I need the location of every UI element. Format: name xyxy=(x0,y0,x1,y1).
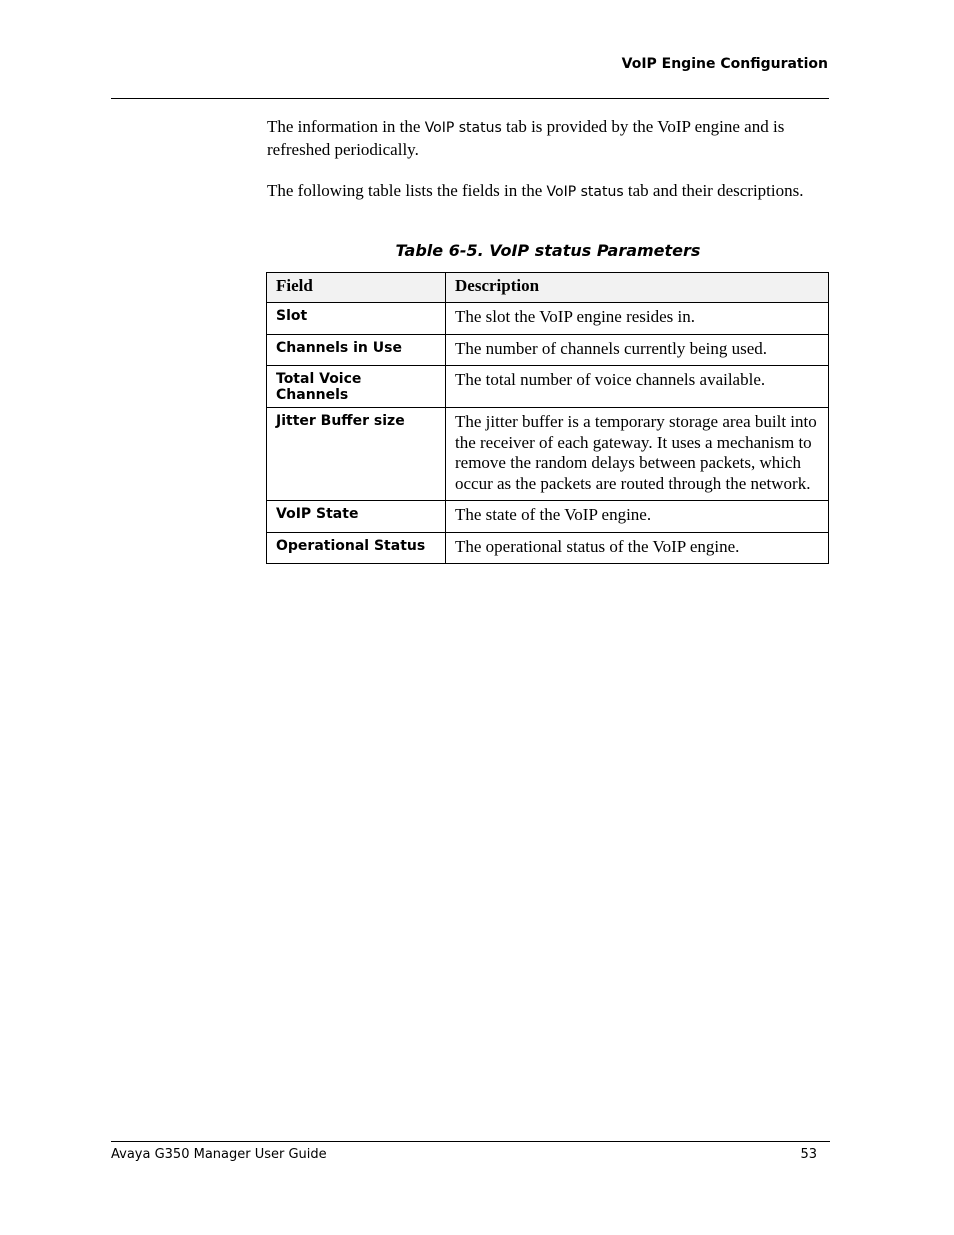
header-divider xyxy=(111,98,829,99)
table-row xyxy=(267,408,829,501)
field-name: Jitter Buffer size xyxy=(267,408,446,501)
field-name: VoIP State xyxy=(267,501,446,533)
field-description: The operational status of the VoIP engine. xyxy=(446,532,829,564)
intro-text-after: tab is provided by the VoIP engine and is refreshed periodically. xyxy=(267,117,785,159)
table-row xyxy=(267,501,829,533)
footer-document-title: Avaya G350 Manager User Guide xyxy=(111,1147,327,1162)
page-number: 53 xyxy=(800,1147,817,1162)
table-intro-text-after: tab and their descriptions. xyxy=(623,181,804,200)
table-row xyxy=(267,366,829,408)
voip-status-term: VoIP status xyxy=(424,120,502,136)
field-description: The number of channels currently being used. xyxy=(446,334,829,366)
field-name: Total Voice Channels xyxy=(267,366,446,408)
field-description: The total number of voice channels available. xyxy=(446,366,829,408)
running-header-title: VoIP Engine Configuration xyxy=(621,56,828,72)
parameters-table xyxy=(266,272,829,564)
table-row xyxy=(267,303,829,335)
field-name: Channels in Use xyxy=(267,334,446,366)
table-row xyxy=(267,532,829,564)
field-name: Operational Status xyxy=(267,532,446,564)
field-description: The state of the VoIP engine. xyxy=(446,501,829,533)
table-row xyxy=(267,334,829,366)
voip-status-term: VoIP status xyxy=(546,184,624,200)
table-header-row xyxy=(267,273,829,303)
column-header-field: Field xyxy=(267,273,446,303)
column-header-description: Description xyxy=(446,273,829,303)
field-name: Slot xyxy=(267,303,446,335)
field-description: The jitter buffer is a temporary storage area built into the receiver of each gateway. It uses a mechanism to remove the random delays between packets, which occur as the packets are routed through the network. xyxy=(446,408,829,501)
field-description: The slot the VoIP engine resides in. xyxy=(446,303,829,335)
footer-divider xyxy=(111,1141,830,1142)
table-intro-paragraph xyxy=(267,180,829,203)
table-intro-text-before: The following table lists the fields in the xyxy=(267,181,547,200)
table-caption: Table 6-5. VoIP status Parameters xyxy=(395,241,701,260)
intro-paragraph xyxy=(267,116,829,160)
intro-text-before: The information in the xyxy=(267,117,425,136)
